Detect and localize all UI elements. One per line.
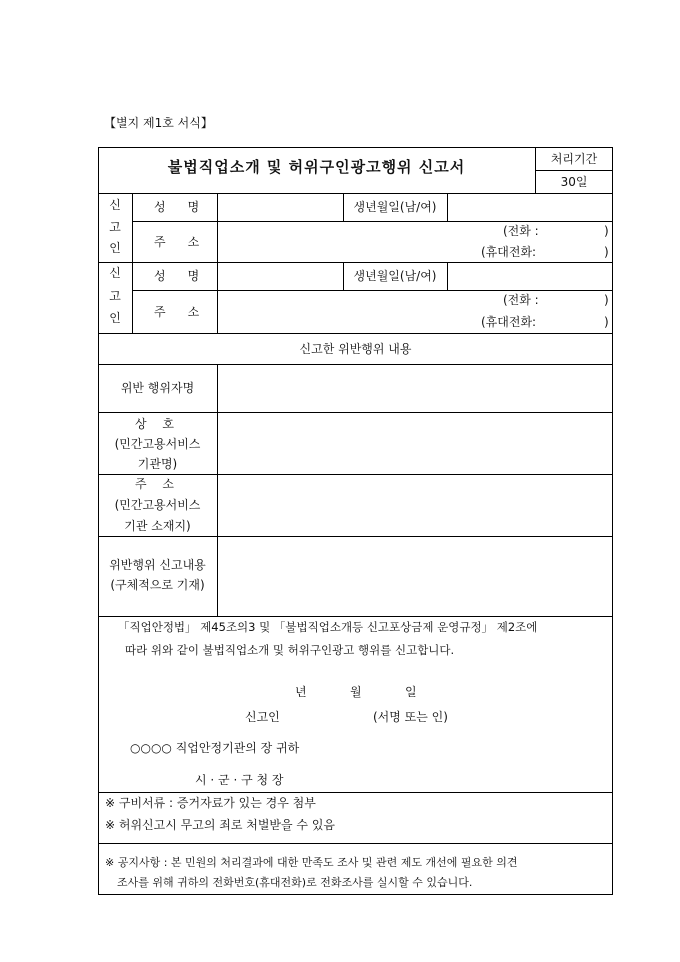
date-year-label: 년 <box>295 685 307 699</box>
violator-name-field[interactable] <box>218 365 612 411</box>
processing-period-label: 처리기간 <box>550 152 598 166</box>
reporter1-mobile-label: (휴대전화: <box>481 245 537 259</box>
violator-address-field[interactable] <box>218 475 612 535</box>
business-name-field[interactable] <box>218 413 612 473</box>
business-name-sub1: (민간고용서비스 <box>114 437 201 451</box>
reporter2-name-label: 성명 <box>154 269 222 283</box>
processing-period-value: 30일 <box>560 175 588 189</box>
addressee-line2: 시 · 군 · 구 청 장 <box>195 773 284 787</box>
reporter1-mobile-close: ) <box>604 245 609 259</box>
violator-address-sub2: 기관 소재지) <box>124 519 191 533</box>
business-name-sub2: 기관명) <box>137 457 178 471</box>
reporter1-birth-field[interactable] <box>448 194 612 220</box>
reporter1-name-field[interactable] <box>218 194 342 220</box>
violator-address-sub1: (민간고용서비스 <box>114 498 201 512</box>
violator-name-label: 위반 행위자명 <box>120 381 195 395</box>
business-name-label: 상 호 <box>135 417 180 431</box>
reporter2-phone-close: ) <box>604 293 609 307</box>
reporter2-address-label: 주소 <box>154 305 222 319</box>
form-caption: 【별지 제1호 서식】 <box>104 116 213 130</box>
reporter2-side-2: 고 <box>109 289 121 303</box>
note-penalty: ※ 허위신고시 무고의 죄로 처벌받을 수 있음 <box>105 818 336 832</box>
reporter2-address-field[interactable] <box>218 291 612 332</box>
report-content-field[interactable] <box>218 537 612 615</box>
reporter-sign-label: 신고인 <box>245 710 280 724</box>
reporter2-birth-field[interactable] <box>448 263 612 289</box>
violation-section-title: 신고한 위반행위 내용 <box>299 342 412 356</box>
reporter2-phone-label: (전화 : <box>503 293 539 307</box>
reporter1-side-3: 인 <box>109 241 121 255</box>
statement-line1: 「직업안정법」 제45조의3 및 「불법직업소개등 신고포상금제 운영규정」 제2조에 <box>118 620 538 634</box>
reporter2-side-1: 신 <box>109 266 121 280</box>
reporter1-side-2: 고 <box>109 220 121 234</box>
reporter1-birth-label: 생년월일(남/여) <box>353 200 437 214</box>
report-content-label: 위반행위 신고내용 <box>109 558 206 572</box>
addressee-line: ○○○○ 직업안정기관의 장 귀하 <box>130 741 300 755</box>
date-day-label: 일 <box>405 685 417 699</box>
reporter1-phone-close: ) <box>604 224 609 238</box>
form-title: 불법직업소개 및 허위구인광고행위 신고서 <box>167 158 466 176</box>
sign-or-seal-label: (서명 또는 인) <box>373 710 448 724</box>
statement-line2: 따라 위와 같이 불법직업소개 및 허위구인광고 행위를 신고합니다. <box>125 643 455 657</box>
notice-line1: ※ 공지사항 : 본 민원의 처리결과에 대한 만족도 조사 및 관련 제도 개선에 필요한 의견 <box>105 856 518 869</box>
reporter2-side-3: 인 <box>109 311 121 325</box>
reporter1-name-label: 성명 <box>154 200 222 214</box>
reporter2-mobile-label: (휴대전화: <box>481 315 537 329</box>
violator-address-label: 주 소 <box>135 477 180 491</box>
reporter1-address-field[interactable] <box>218 222 612 261</box>
reporter-sign-field[interactable] <box>290 708 370 726</box>
date-month-label: 월 <box>350 685 362 699</box>
reporter2-birth-label: 생년월일(남/여) <box>353 269 437 283</box>
reporter2-name-field[interactable] <box>218 263 342 289</box>
reporter2-mobile-close: ) <box>604 315 609 329</box>
reporter1-side-1: 신 <box>109 198 121 212</box>
report-content-sub: (구체적으로 기재) <box>110 578 205 592</box>
reporter1-address-label: 주소 <box>154 235 222 249</box>
notice-line2: 조사를 위해 귀하의 전화번호(휴대전화)로 전화조사를 실시할 수 있습니다. <box>117 876 473 889</box>
note-attachments: ※ 구비서류 : 증거자료가 있는 경우 첨부 <box>105 796 316 810</box>
reporter1-phone-label: (전화 : <box>503 224 539 238</box>
